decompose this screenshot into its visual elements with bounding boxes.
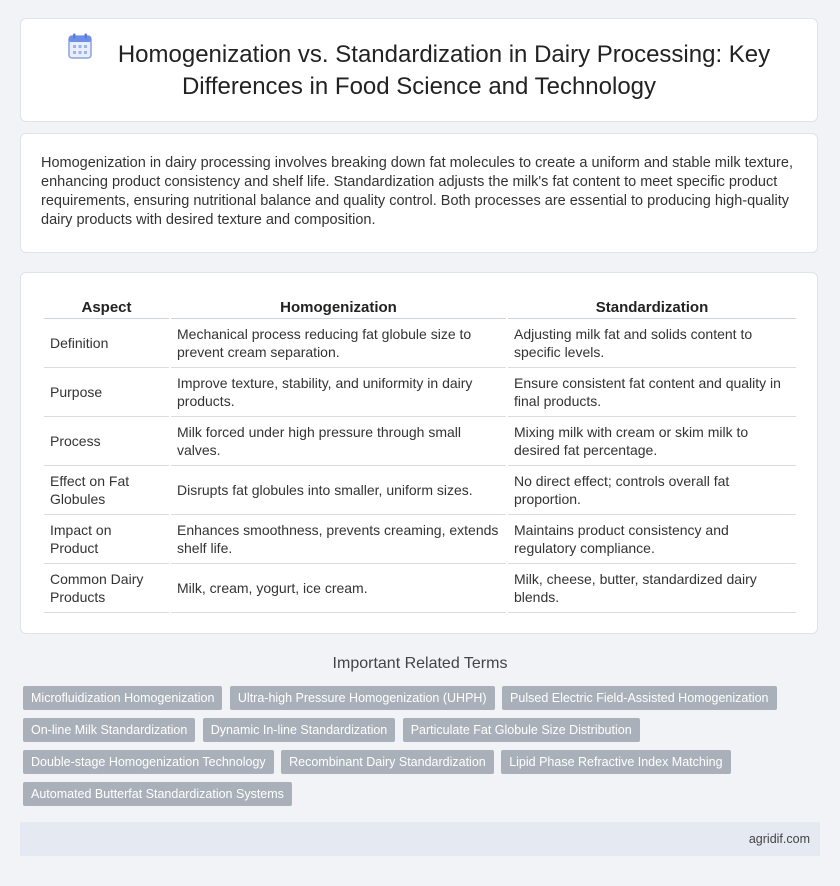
table-header-row bbox=[44, 293, 796, 319]
table-row bbox=[44, 368, 796, 417]
table-cell: Purpose bbox=[44, 368, 169, 417]
calendar-icon bbox=[68, 33, 92, 66]
table-cell: Milk forced under high pressure through small valves. bbox=[171, 417, 506, 466]
column-header: Standardization bbox=[508, 293, 796, 319]
table-cell: Improve texture, stability, and uniformity in dairy products. bbox=[171, 368, 506, 417]
page-title bbox=[68, 39, 770, 101]
table-cell: Disrupts fat globules into smaller, uniform sizes. bbox=[171, 466, 506, 515]
title-line-2: Differences in Food Science and Technology bbox=[181, 73, 657, 100]
intro-paragraph: Homogenization in dairy processing involves breaking down fat molecules to create a uniform and stable milk texture, enhancing product consistency and shelf life. Standardization adjusts the milk's fat content to meet specific product requirements, ensuring nutritional balance and quality control. Both processes are essential to producing high-quality dairy products with desired texture and composition. bbox=[41, 155, 793, 228]
intro-card bbox=[20, 133, 818, 253]
table-cell: No direct effect; controls overall fat proportion. bbox=[508, 466, 796, 515]
table-cell: Maintains product consistency and regulatory compliance. bbox=[508, 515, 796, 564]
table-cell: Enhances smoothness, prevents creaming, extends shelf life. bbox=[171, 515, 506, 564]
term-tag[interactable]: Pulsed Electric Field-Assisted Homogenization bbox=[502, 686, 776, 710]
table-row bbox=[44, 515, 796, 564]
term-tag[interactable]: Dynamic In-line Standardization bbox=[203, 718, 395, 742]
term-tag[interactable]: Double-stage Homogenization Technology bbox=[23, 750, 274, 774]
table-card bbox=[20, 272, 818, 634]
table-cell: Mechanical process reducing fat globule size to prevent cream separation. bbox=[171, 319, 506, 368]
table-cell: Effect on Fat Globules bbox=[44, 466, 169, 515]
table-cell: Milk, cream, yogurt, ice cream. bbox=[171, 564, 506, 613]
related-terms-title: Important Related Terms bbox=[332, 655, 508, 672]
footer-site-link[interactable]: agridif.com bbox=[748, 832, 810, 846]
term-tag[interactable]: On-line Milk Standardization bbox=[23, 718, 195, 742]
column-header: Aspect bbox=[44, 293, 169, 319]
table-row bbox=[44, 564, 796, 613]
term-tag[interactable]: Microfluidization Homogenization bbox=[23, 686, 222, 710]
term-tag[interactable]: Automated Butterfat Standardization Systems bbox=[23, 782, 292, 806]
term-tag[interactable]: Recombinant Dairy Standardization bbox=[281, 750, 494, 774]
table-cell: Adjusting milk fat and solids content to specific levels. bbox=[508, 319, 796, 368]
table-cell: Mixing milk with cream or skim milk to desired fat percentage. bbox=[508, 417, 796, 466]
term-tag[interactable]: Particulate Fat Globule Size Distribution bbox=[403, 718, 640, 742]
table-cell: Ensure consistent fat content and quality in final products. bbox=[508, 368, 796, 417]
table-cell: Definition bbox=[44, 319, 169, 368]
table-row bbox=[44, 466, 796, 515]
term-tag[interactable]: Lipid Phase Refractive Index Matching bbox=[501, 750, 730, 774]
table-cell: Milk, cheese, butter, standardized dairy blends. bbox=[508, 564, 796, 613]
table-cell: Impact on Product bbox=[44, 515, 169, 564]
comparison-table bbox=[42, 293, 798, 613]
table-cell: Process bbox=[44, 417, 169, 466]
table-cell: Common Dairy Products bbox=[44, 564, 169, 613]
table-row bbox=[44, 417, 796, 466]
footer bbox=[20, 822, 820, 856]
column-header: Homogenization bbox=[171, 293, 506, 319]
table-row bbox=[44, 319, 796, 368]
title-card bbox=[20, 18, 818, 122]
title-line-1: Homogenization vs. Standardization in Dairy Processing: Key bbox=[117, 40, 771, 68]
term-tag[interactable]: Ultra-high Pressure Homogenization (UHPH) bbox=[230, 686, 495, 710]
related-terms-list bbox=[23, 686, 813, 814]
